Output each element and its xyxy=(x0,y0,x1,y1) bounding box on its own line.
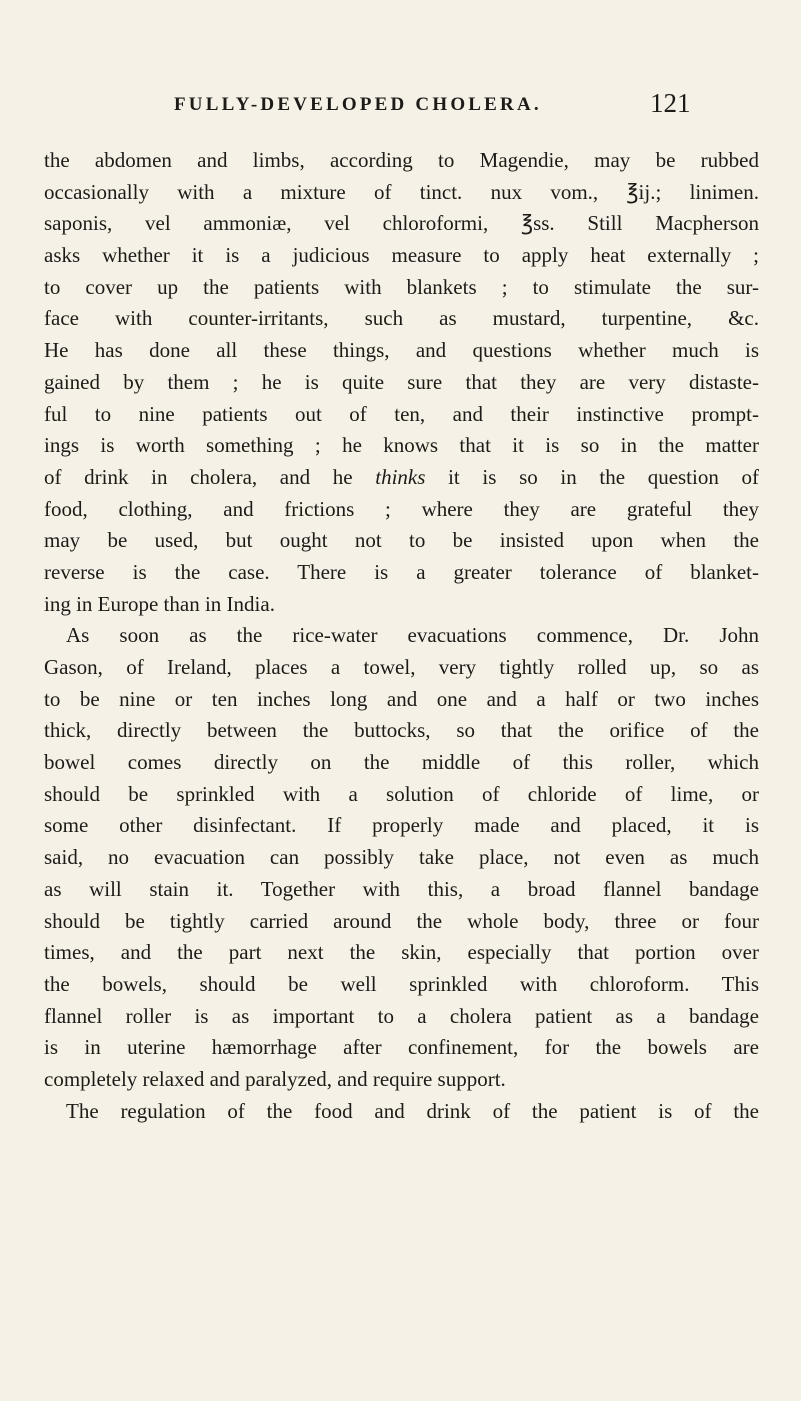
text-line: said, no evacuation can possibly take place, not even as much xyxy=(44,845,759,870)
text-line: should be tightly carried around the whole body, three or four xyxy=(44,908,759,933)
text-line: Gason, of Ireland, places a towel, very tightly rolled up, so as xyxy=(44,655,759,679)
text-line: As soon as the rice-water evacuations commence, Dr. John xyxy=(66,623,759,648)
text-segment: of drink in cholera, and he xyxy=(44,464,376,489)
text-line: may be used, but ought not to be insisted upon when the xyxy=(44,528,759,553)
emphasized-word: thinks xyxy=(375,464,426,489)
text-line: He has done all these things, and questions whether much is xyxy=(44,338,759,363)
text-line: times, and the part next the skin, especially that portion over xyxy=(44,940,759,965)
text-line: the abdomen and limbs, according to Magendie, may be rubbed xyxy=(44,148,759,172)
text-line: bowel comes directly on the middle of this roller, which xyxy=(44,750,759,775)
text-line: face with counter-irritants, such as mustard, turpentine, &c. xyxy=(44,306,759,331)
text-line: occasionally with a mixture of tinct. nux vom., ℥ij.; linimen. xyxy=(44,179,759,204)
text-line: some other disinfectant. If properly made and placed, it is xyxy=(44,813,759,838)
text-line: thick, directly between the buttocks, so that the orifice of the xyxy=(44,718,759,743)
text-line xyxy=(44,462,759,494)
text-line: is in uterine hæmorrhage after confinement, for the bowels are xyxy=(44,1035,759,1060)
running-title: FULLY-DEVELOPED CHOLERA. xyxy=(174,94,542,115)
text-line: flannel roller is as important to a cholera patient as a bandage xyxy=(44,1003,759,1028)
running-head xyxy=(0,88,801,124)
text-segment: it is so in the question of xyxy=(425,464,759,489)
text-line: ings is worth something ; he knows that it is so in the matter xyxy=(44,433,759,458)
text-line: to be nine or ten inches long and one and a half or two inches xyxy=(44,686,759,711)
text-line: asks whether it is a judicious measure to apply heat externally ; xyxy=(44,243,759,268)
text-line: The regulation of the food and drink of the patient is of the xyxy=(66,1098,759,1123)
page-number: 121 xyxy=(650,88,691,118)
text-line: to cover up the patients with blankets ; to stimulate the sur- xyxy=(44,274,759,299)
text-line: food, clothing, and frictions ; where they are grateful they xyxy=(44,496,759,521)
text-line: reverse is the case. There is a greater tolerance of blanket- xyxy=(44,559,759,584)
text-line: completely relaxed and paralyzed, and require support. xyxy=(44,1066,506,1091)
text-line: as will stain it. Together with this, a broad flannel bandage xyxy=(44,876,759,901)
text-line: ful to nine patients out of ten, and their instinctive prompt- xyxy=(44,401,759,426)
text-line: saponis, vel ammoniæ, vel chloroformi, ℥ss. Still Macpherson xyxy=(44,211,759,236)
text-line: ing in Europe than in India. xyxy=(44,591,275,616)
text-line: gained by them ; he is quite sure that they are very distaste- xyxy=(44,369,759,394)
body-text xyxy=(44,145,759,1127)
text-line: should be sprinkled with a solution of chloride of lime, or xyxy=(44,781,759,806)
text-line: the bowels, should be well sprinkled with chloroform. This xyxy=(44,971,759,996)
